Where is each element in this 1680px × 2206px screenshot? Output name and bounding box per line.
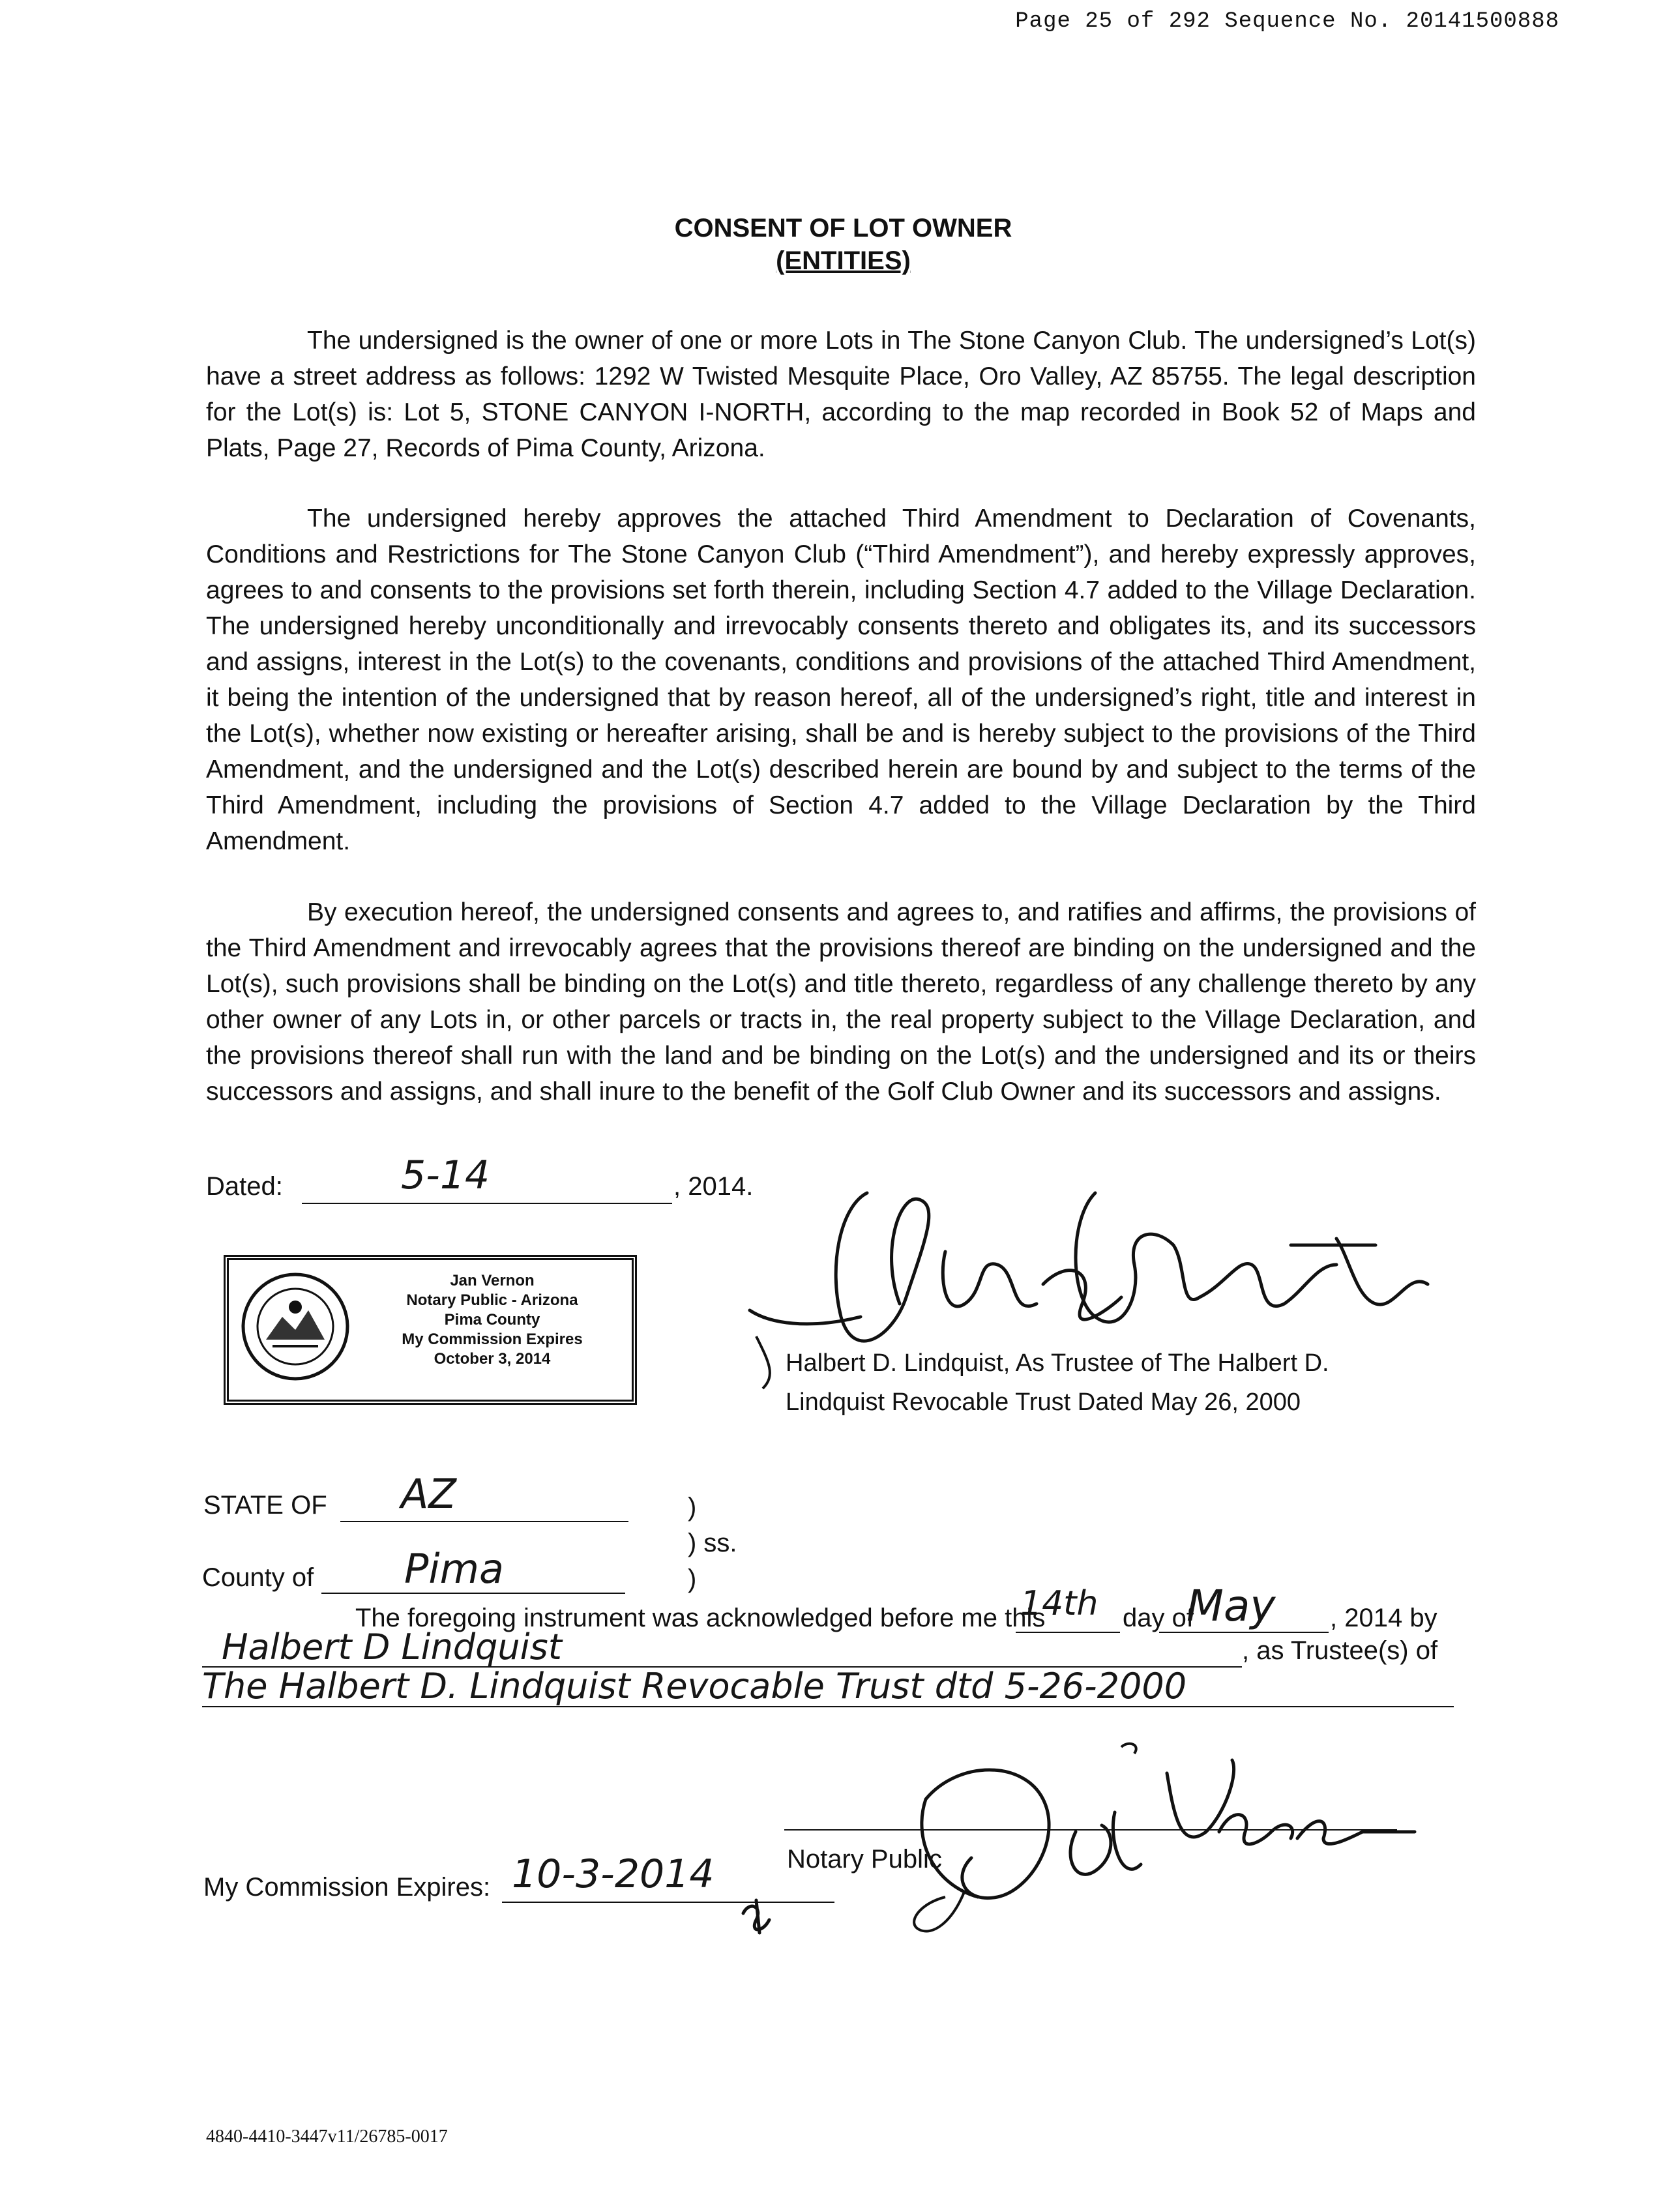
title-line: CONSENT OF LOT OWNER — [674, 214, 1012, 243]
dated-label: Dated: — [206, 1172, 283, 1201]
page-header: Page 25 of 292 Sequence No. 20141500888 — [1015, 9, 1559, 34]
ack-month-value: May — [1186, 1581, 1276, 1631]
paragraph-text: By execution hereof, the undersigned consents and agrees to, and ratifies and affirms, the provisions of the Third Amendment and irrevocably agrees that the provisions thereof are binding on the undersigned and the Lot(s), such provisions shall be binding on the Lot(s) and title thereto, regardless of any challenge thereto by any other owner of any Lots in, or other parcels or tracts in, the real property subject to the Village Declaration, and the provisions thereof shall run with the land and be binding on the Lot(s) and the undersigned and its or theirs successors and assigns, and shall inure to the benefit of the Golf Club Owner and its successors and assigns. — [206, 898, 1476, 1106]
ack-trustee-label: , as Trustee(s) of — [1242, 1636, 1438, 1665]
county-underline — [321, 1593, 625, 1594]
dated-handwritten-value: 5-14 — [401, 1153, 490, 1198]
commission-underline — [502, 1902, 834, 1903]
paragraph-text: The undersigned hereby approves the attached Third Amendment to Declaration of Covenants, Conditions and Restrictions for The Stone Canyon Club (“Third Amendment”), and hereby expressly approves, agrees to and consents to the provisions set forth therein, including Section 4.7 added to the Village Declaration. The undersigned hereby unconditionally and irrevocably consents thereto and obligates its, and its successors and assigns, interest in the Lot(s) to the covenants, conditions and provisions of the attached Third Amendment, it being the intention of the undersigned that by reason hereof, all of the undersigned’s right, title and interest in the Lot(s), whether now existing or hereafter arising, shall be and is hereby subject to the provisions of the Third Amendment, and the undersigned and the Lot(s) described herein are bound by and subject to the terms of the Third Amendment, including the provisions of Section 4.7 added to the Village Declaration by the Third Amendment. — [206, 505, 1476, 855]
ack-trust-value: The Halbert D. Lindquist Revocable Trust dtd 5-26-2000 — [202, 1666, 1187, 1707]
ack-sentence-c: , 2014 by — [1330, 1604, 1437, 1632]
initials-mark — [737, 1894, 776, 1939]
ack-month-underline — [1159, 1632, 1329, 1633]
state-label: STATE OF — [203, 1491, 327, 1520]
stamp-line: Pima County — [444, 1311, 540, 1329]
ack-day-value: 14th — [1020, 1584, 1098, 1623]
notary-signature — [867, 1734, 1428, 1943]
ack-sentence-a: The foregoing instrument was acknowledged before me this — [355, 1604, 1046, 1632]
county-label: County of — [202, 1563, 314, 1592]
ack-sentence-b: day of — [1123, 1604, 1194, 1632]
paren-ss: ) ss. — [688, 1529, 737, 1557]
stamp-line: My Commission Expires — [402, 1331, 583, 1348]
state-underline — [340, 1521, 628, 1522]
notary-signature-underline — [784, 1829, 1397, 1831]
paragraph-lot-description — [206, 323, 1476, 466]
ack-name-value: Halbert D Lindquist — [222, 1626, 562, 1668]
dated-year: , 2014. — [673, 1172, 754, 1201]
commission-handwritten-value: 10-3-2014 — [512, 1851, 715, 1897]
paragraph-text: The undersigned is the owner of one or more Lots in The Stone Canyon Club. The undersigned’s Lot(s) have a street address as follows: 1292 W Twisted Mesquite Place, Oro Valley, AZ 85755. The legal description for the Lot(s) is: Lot 5, STONE CANYON I-NORTH, according to the map recorded in Book 52 of Maps and Plats, Page 27, Records of Pima County, Arizona. — [206, 327, 1476, 462]
paren-top: ) — [688, 1493, 697, 1522]
stamp-line: October 3, 2014 — [434, 1350, 551, 1368]
paragraph-execution — [206, 894, 1476, 1110]
state-handwritten-value: AZ — [401, 1470, 456, 1518]
paren-bottom: ) — [688, 1565, 697, 1593]
ack-trust-underline — [202, 1706, 1454, 1707]
signatory-name-line1: Halbert D. Lindquist, As Trustee of The Halbert D. — [786, 1349, 1329, 1377]
dated-underline — [302, 1203, 672, 1204]
document-id-footer: 4840-4410-3447v11/26785-0017 — [206, 2126, 448, 2147]
ack-day-underline — [1016, 1632, 1120, 1633]
county-handwritten-value: Pima — [404, 1545, 505, 1593]
title-subline: (ENTITIES) — [776, 246, 911, 275]
signatory-name-line2: Lindquist Revocable Trust Dated May 26, 2000 — [786, 1389, 1301, 1416]
commission-label: My Commission Expires: — [203, 1873, 491, 1902]
notary-label: Notary Public — [787, 1845, 942, 1874]
stamp-line: Notary Public - Arizona — [406, 1291, 578, 1309]
stamp-text — [365, 1271, 619, 1369]
stamp-line: Jan Vernon — [450, 1272, 535, 1289]
state-seal-icon — [240, 1271, 351, 1382]
document-title — [0, 212, 1680, 277]
paragraph-approval — [206, 501, 1476, 859]
